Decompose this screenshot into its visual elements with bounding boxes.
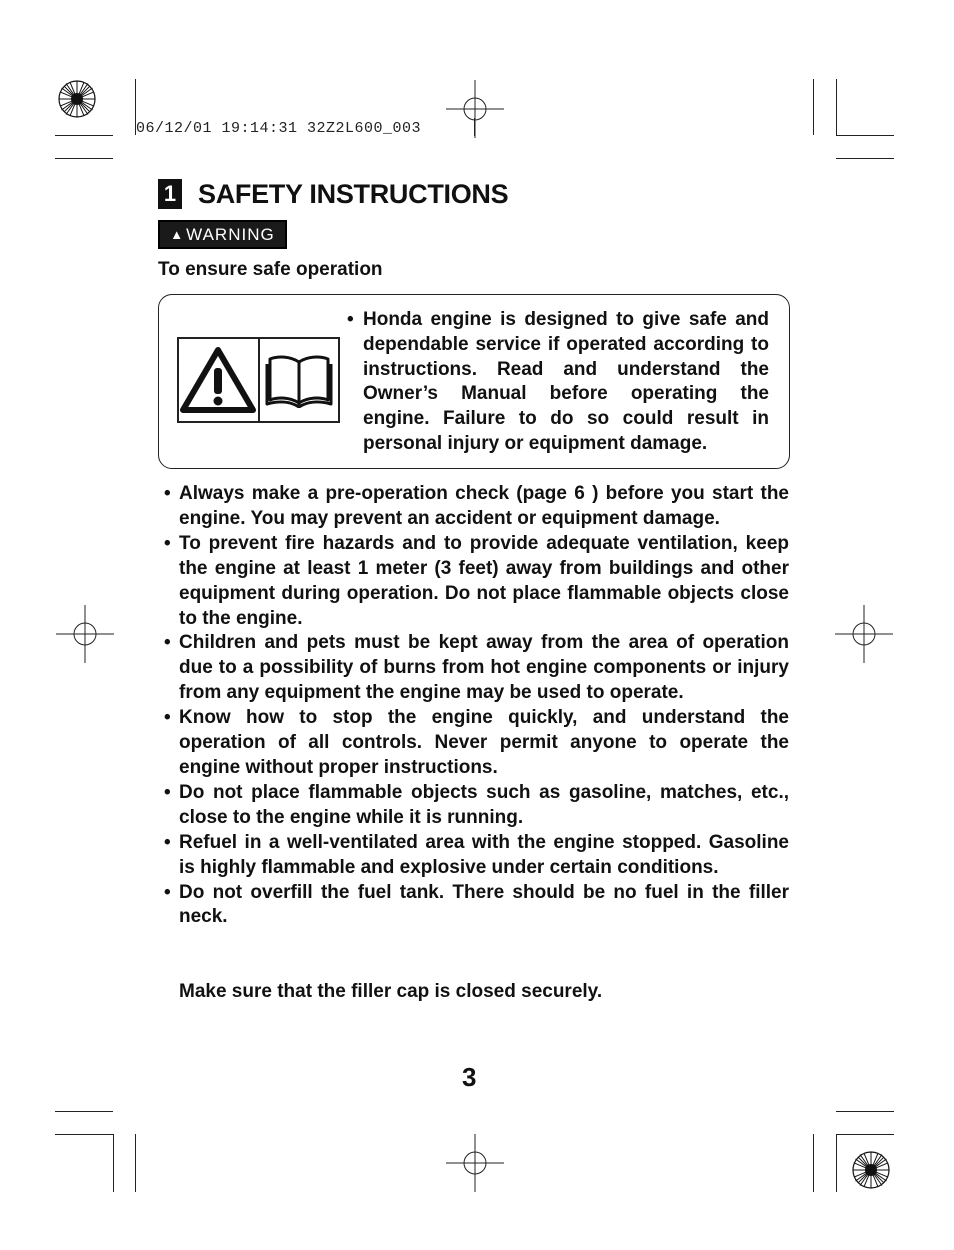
print-stamp: 06/12/01 19:14:31 32Z2L600_003 (136, 120, 422, 137)
warning-label: WARNING (186, 224, 275, 244)
page-number: 3 (462, 1062, 477, 1092)
safety-bullet-list (164, 482, 789, 930)
page-title: SAFETY INSTRUCTIONS (198, 178, 509, 209)
registration-target-icon (446, 80, 504, 138)
bullet-marker: • (164, 881, 171, 903)
warning-triangle-icon (179, 339, 258, 421)
list-item-text: To prevent fire hazards and to provide adequate ventilation, keep the engine at least 1 meter (3 feet) away from buildings and other equipment during operation. Do not place flammable objects close to the engine. (179, 532, 789, 629)
filler-cap-note: Make sure that the filler cap is closed securely. (179, 981, 603, 1002)
list-item (164, 831, 789, 881)
safety-icon-panel (177, 337, 340, 423)
warning-badge (158, 220, 287, 249)
list-item-text: Do not overfill the fuel tank. There should be no fuel in the filler neck. (179, 881, 789, 928)
starburst-target-icon (851, 1150, 891, 1190)
bullet-marker: • (164, 532, 171, 554)
list-item-text: Children and pets must be kept away from the area of operation due to a possibility of burns from hot engine components or injury from any equipment the engine may be used to operate. (179, 632, 789, 704)
notice-body: Honda engine is designed to give safe and dependable service if operated according to instructions. Read and understand the Owner’s Manual before operating the engine. Failure to do so could result in personal injury or equipment damage. (363, 309, 769, 454)
bullet-marker: • (164, 707, 171, 729)
list-item (164, 706, 789, 781)
list-item (164, 881, 789, 931)
section-header (158, 176, 508, 212)
list-item (164, 532, 789, 632)
list-item (164, 631, 789, 706)
bullet-marker: • (164, 781, 171, 803)
list-item-text: Know how to stop the engine quickly, and understand the operation of all controls. Never permit anyone to operate the engine without proper instructions. (179, 707, 789, 778)
manual-book-icon (258, 339, 339, 421)
bullet-marker: • (347, 309, 354, 330)
section-number: 1 (158, 179, 182, 209)
starburst-target-icon (57, 79, 97, 119)
bullet-marker: • (164, 632, 171, 654)
list-item (164, 482, 789, 532)
warning-triangle-icon: ▲ (170, 227, 185, 242)
registration-target-icon (835, 605, 893, 663)
registration-target-icon (446, 1134, 504, 1192)
bullet-marker: • (164, 831, 171, 853)
list-item (164, 781, 789, 831)
list-item-text: Do not place flammable objects such as gasoline, matches, etc., close to the engine while it is running. (179, 781, 789, 828)
notice-text (347, 308, 769, 457)
registration-target-icon (56, 605, 114, 663)
list-item-text: Always make a pre-operation check (page 6 ) before you start the engine. You may prevent an accident or equipment damage. (179, 483, 789, 529)
notice-box (158, 294, 790, 469)
bullet-marker: • (164, 483, 171, 504)
list-item-text: Refuel in a well-ventilated area with the engine stopped. Gasoline is highly flammable and explosive under certain conditions. (179, 831, 789, 878)
subheading: To ensure safe operation (158, 259, 383, 280)
